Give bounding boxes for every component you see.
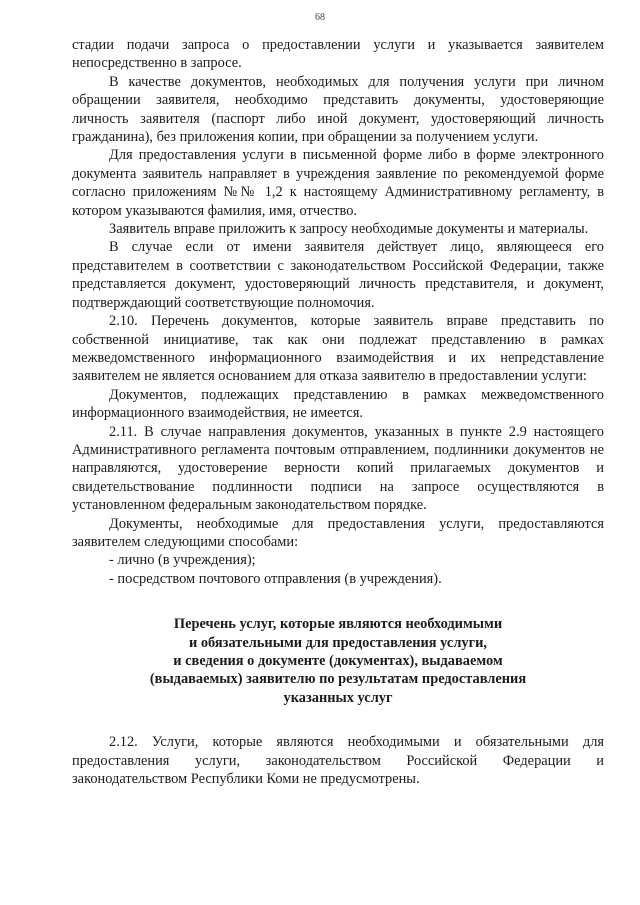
paragraph: Документы, необходимые для предоставления услуги, предоставляются заявителем следующими способами: bbox=[72, 515, 604, 550]
heading-line: (выдаваемых) заявителю по результатам предоставления bbox=[149, 671, 527, 688]
paragraph: В качестве документов, необходимых для получения услуги при личном обращении заявителя, необходимо представить документы, удостоверяющие личность заявителя (паспорт либо иной документ, удостоверяющий личность гражданина), без приложения копии, при обращении за получением услуги. bbox=[72, 73, 604, 146]
heading-line: и обязательными для предоставления услуги, bbox=[188, 634, 488, 651]
paragraph: - посредством почтового отправления (в учреждения). bbox=[109, 570, 442, 587]
paragraph: - лично (в учреждения); bbox=[109, 552, 256, 569]
paragraph-block-top bbox=[72, 36, 604, 588]
page-number: 68 bbox=[315, 12, 325, 23]
paragraph: Документов, подлежащих представлению в рамках межведомственного информационного взаимодействия, не имеется. bbox=[72, 386, 604, 422]
paragraph: 2.10. Перечень документов, которые заявитель вправе представить по собственной инициативе, так как они подлежат представлению в рамках межведомственного информационного взаимодействия и их непредставление заявителем не является основанием для отказа заявителю в предоставлении услуги: bbox=[72, 313, 604, 385]
paragraph: Заявитель вправе приложить к запросу необходимые документы и материалы. bbox=[109, 221, 589, 238]
section-heading bbox=[72, 615, 604, 707]
paragraph: Для предоставления услуги в письменной форме либо в форме электронного документа заявитель направляет в учреждения заявление по рекомендуемой форме согласно приложениям №№ 1,2 к настоящему Административному регламенту, в котором указываются фамилия, имя, отчество. bbox=[72, 147, 604, 219]
paragraph: 2.11. В случае направления документов, указанных в пункте 2.9 настоящего Административного регламента почтовым отправлением, подлинники документов не направляются, удостоверение верности копий прилагаемых документов и свидетельствование подлинности подписи на запросе осуществляются в установленном федеральным законодательством порядке. bbox=[72, 423, 604, 514]
heading-line: и сведения о документе (документах), выдаваемом bbox=[173, 653, 503, 669]
paragraph: В случае если от имени заявителя действует лицо, являющееся его представителем в соответствии с законодательством Российской Федерации, также представляется документ, удостоверяющий личность представителя, и документ, подтверждающий соответствующие полномочия. bbox=[72, 239, 604, 311]
heading-line: указанных услуг bbox=[283, 689, 393, 706]
document-body bbox=[72, 36, 604, 788]
paragraph: 2.12. Услуги, которые являются необходимыми и обязательными для предоставления услуги, законодательством Российской Федерации и законодательством Республики Коми не предусмотрены. bbox=[72, 734, 604, 788]
heading-line: Перечень услуг, которые являются необходимыми bbox=[173, 616, 503, 633]
paragraph: стадии подачи запроса о предоставлении услуги и указывается заявителем непосредственно в запросе. bbox=[72, 37, 604, 72]
paragraph-block-bottom bbox=[72, 733, 604, 788]
